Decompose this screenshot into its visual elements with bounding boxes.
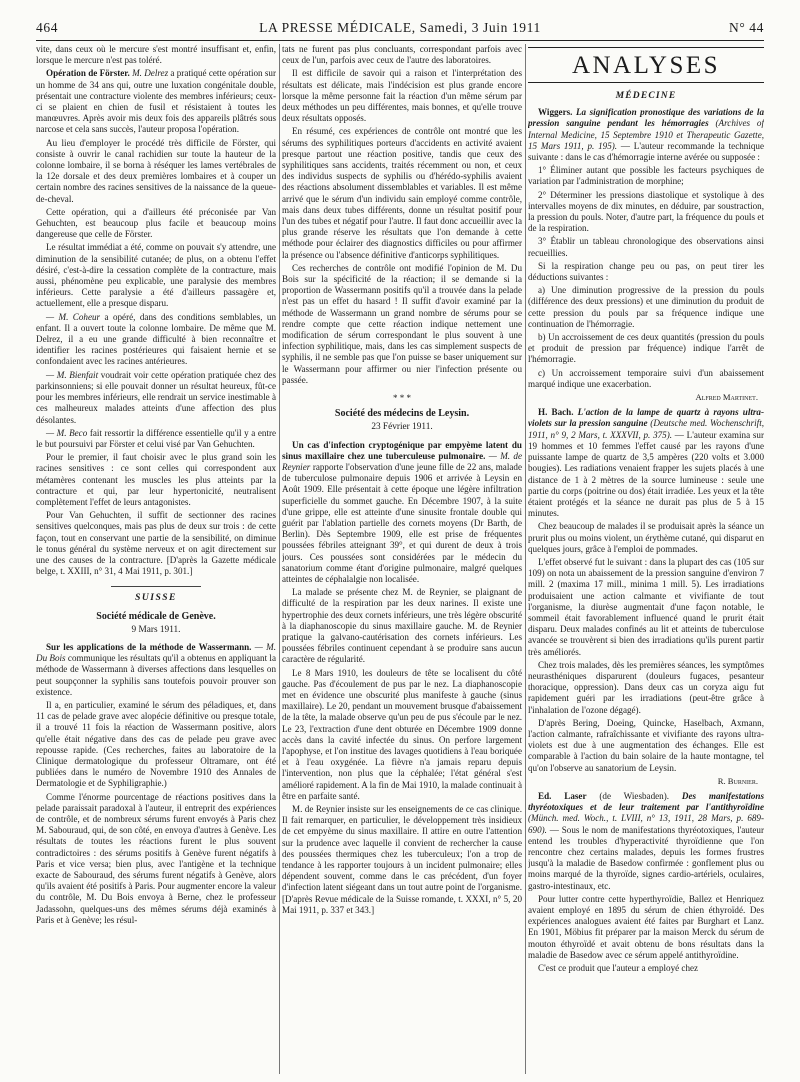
paragraph-text: — L'auteur recommande la technique suivante : dans le cas d'hémorragie interne avérée ou supposée :: [528, 140, 764, 163]
article-bach: [528, 407, 764, 519]
article-title: Des manifestations thyréotoxiques et de leur traitement par l'antithyroïdine: [528, 790, 764, 813]
column-divider: [525, 44, 526, 1074]
author-name: Ed. Laser: [538, 790, 587, 801]
paragraph: Chez trois malades, dès les premières séances, les symptômes neurasthéniques disparurent (douleurs fugaces, pesanteur thoracique, oppression). Dans deux cas un coryza aigu fut rapidement guéri par les irradiations (peut-être grâce à l'inhalation de l'ozone dégagé).: [528, 659, 764, 715]
list-item: 1° Éliminer autant que possible les facteurs psychiques de variation par l'administration de morphine;: [528, 165, 764, 187]
paragraph: Comme l'énorme pourcentage de réactions positives dans la pelade paraissait paradoxal à l'auteur, il entreprit des expériences de contrôle, et de nombreux sérums furent envoyés à Paris chez M. Sabouraud, qui, de son côté, en envoya d'autres à Genève. Les résultats de toutes les réactions furent le plus souvent contradictoires : des sérums positifs à Genève furent négatifs à Paris et vice versa; bien plus, avec l'antigène et la technique exacte de Sabouraud, des sérums furent négatifs à Genève, alors qu'ils avaient été positifs à Paris. Pour augmenter encore la valeur du contrôle, M. Du Bois envoya à Berne, chez le professeur Jadassohn, quelques-uns des mêmes sérums déjà examinés à Paris et à Genève; les résul-: [36, 791, 276, 925]
paragraph: [36, 428, 276, 450]
paragraph: tats ne furent pas plus concluants, correspondant parfois avec ceux de l'un, parfois avec ceux de l'autre des laboratoires.: [282, 44, 522, 66]
section-medecine: MÉDECINE: [615, 91, 677, 101]
paragraph: Chez beaucoup de malades il se produisait après la séance un prurit plus ou moins violent, un érythème cutané, qui disparut en quelques jours, grâce à l'emploi de pommades.: [528, 521, 764, 554]
analyses-title: ANALYSES: [571, 52, 721, 79]
paragraph: Ces recherches de contrôle ont modifié l'opinion de M. Du Bois sur la spécificité de la réaction; il se demande si la proportion de Wassermann positifs qu'il a trouvée dans la pelade n'est pas un effet du hasard ! Il suffit d'avoir examiné par la méthode de Wassermann un grand nombre de sérums pour se rendre compte que cette réaction indique nettement une modification de sérum correspondant le plus souvent à une infection syphilitique, mais, dans les cas simplement suspects de syphilis, il ne semble pas que l'on puisse se baser uniquement sur le Wassermann pour affirmer ou nier l'infection présente ou passée.: [282, 262, 522, 385]
paragraph-text: a opéré, dans des conditions semblables, un enfant. Il a ouvert toute la colonne lombaire. De même que M. Delrez, il a eu une grande difficulté à bien reconnaître et identifier les racines postérieures qui faisaient hernie et se confondaient avec les racines antérieures.: [36, 311, 276, 367]
section-rule: [111, 586, 201, 587]
article-title: La signification pronostique des variations de la pression sanguine pendant les hémorragies: [528, 107, 764, 129]
paragraph: M. de Reynier insiste sur les enseignements de ce cas clinique. Il fait remarquer, en particulier, le développement très insidieux de cet empyème du sinus maxillaire. Il attire en outre l'attention sur la prudence avec laquelle il convient de rechercher la cause des poussées thermiques chez les tuberculeux; l'on a trop de tendance à les rapporter toujours à un incident pulmonaire; elles dépendent souvent, comme dans le cas précédent, d'un foyer d'infection latent siégeant dans un tout autre point de l'organisme. [D'après Revue médicale de la Suisse romande, t. XXXI, n° 5, 20 Mai 1911, p. 337 et 343.]: [282, 804, 522, 915]
paragraph: Le 8 Mars 1910, les douleurs de tête se localisent du côté gauche. Pas d'écoulement de pus par le nez. La diaphanoscopie met en évidence une obscurité plus manifeste à gauche (sinus maxillaire). Le 20, pendant un mouvement brusque d'abaissement de la tête, la malade observe qu'un peu de pus s'écoule par le nez. Le 23, l'extraction d'une dent obturée en Décembre 1909 donne accès dans la cavité infectée du sinus. On perfore largement l'apophyse, et l'on institue des lavages quotidiens à l'eau boriquée et à l'eau oxygénée. La fièvre n'a jamais reparu depuis l'intervention, non plus que la céphalée; l'état général s'est amélioré rapidement. A la fin de Mai 1910, la malade continuait à être en parfaite santé.: [282, 667, 522, 801]
page-header: [36, 20, 764, 38]
paragraph: Pour Van Gehuchten, il suffit de sectionner des racines sensitives quelconques, mais pas plus de deux sur trois : de cette façon, tout en conservant une partie de la sensibilité, on diminue le tonus général du système nerveux et on agit directement sur une des causes de la contracture. [D'après la Gazette médicale belge, t. XXIII, n° 31, 4 Mai 1911, p. 301.]: [36, 510, 276, 577]
paragraph: Si la respiration change peu ou pas, on peut tirer les déductions suivantes :: [528, 260, 764, 283]
article-reference: (Münch. med. Woch., t. LVIII, n° 13, 1911, 28 Mars, p. 689-690).: [528, 813, 764, 835]
paragraph-text: fait ressortir la différence essentielle qu'il y a entre le but poursuivi par Förster et celui visé par Van Gehuchten.: [36, 427, 276, 449]
paragraph: Pour lutter contre cette hyperthyroïdie, Ballez et Henriquez avaient employé en 1895 du sérum de chien éthyroïdé. Des expériences analogues avaient été faites par Burghart et Lanz. En 1901, Möbius fit préparer par la maison Merck du sérum de mouton éthyroïdé et avait obtenu de bons résultats dans la maladie de Basedow avec ce sérum appelé antithyroïdine.: [528, 893, 764, 960]
section-country: SUISSE: [135, 593, 177, 604]
article-heading: Un cas d'infection cryptogénique par empyème latent du sinus maxillaire chez une tuberculeuse pulmonaire.: [282, 439, 522, 461]
column-right: [528, 44, 764, 1074]
paragraph: Le résultat immédiat a été, comme on pouvait s'y attendre, une diminution de la sensibilité cutanée; de plus, on a obtenu l'effet désiré, c'est-à-dire la cessation complète de la contracture, mais aussi, phénomène peu explicable, une paralysie des membres inférieurs. Cette paralysie a été d'ailleurs passagère et, actuellement, elle a presque disparu.: [36, 242, 276, 309]
session-date: 9 Mars 1911.: [131, 624, 181, 635]
paragraph-text: — L'auteur examina sur 19 hommes et 10 femmes l'effet causé par les rayons d'une puissante lampe de quartz de 3,5 ampères (220 volts et 3.000 bougies). Les radiations venaient frapper les sujets placés à une distance de 1 à 2 mètres de la source lumineuse : seule une partie du corps (poitrine ou dos) était irradiée. Les yeux et la tête étaient protégés et la séance ne durait pas plus de 5 à 15 minutes.: [528, 429, 764, 519]
author-name: M. Delrez: [132, 68, 169, 79]
column-middle: [282, 44, 522, 1074]
session-date: 23 Février 1911.: [371, 422, 433, 433]
paragraph: vite, dans ceux où le mercure s'est montré insuffisant et, enfin, lorsque le mercure n'est pas toléré.: [36, 44, 276, 66]
paragraph: Il est difficile de savoir qui a raison et l'interprétation des résultats est délicate, mais l'indécision est plus grande encore lorsque la même personne fait la réaction d'un même sérum par deux méthodes un peu différentes, mais bonnes, et qu'elle trouve deux résultats opposés.: [282, 68, 522, 124]
article-empyeme: [282, 440, 522, 586]
author-name: H. Bach.: [538, 407, 574, 418]
column-divider: [279, 44, 280, 1074]
article-heading: Opération de Förster.: [46, 68, 130, 79]
paragraph: D'après Bering, Doeing, Quincke, Haselbach, Axmann, l'action calmante, rafraîchissante et vivifiante des rayons ultra-violets est due à une augmentation des échanges. Elle est comparable à l'action du bain solaire de la haute montagne, tel qu'on l'observe au sanatorium de Leysin.: [528, 717, 764, 773]
article-foerster: [36, 68, 276, 135]
paragraph-text: voudrait voir cette opération pratiquée chez des parkinsonniens; si elle pouvait donner un résultat heureux, fût-ce pour les membres inférieurs, elle rendrait un service inestimable à ces malheureux malades atteints d'une affection des plus désolantes.: [36, 369, 276, 425]
author-place: (de Wiesbaden).: [586, 790, 670, 801]
analyses-banner: [528, 47, 764, 83]
article-heading: Sur les applications de la méthode de Wassermann.: [46, 641, 252, 652]
author-name: — M. de Reynier: [282, 450, 522, 472]
asterism-separator: * * *: [393, 393, 411, 404]
journal-title: LA PRESSE MÉDICALE, Samedi, 3 Juin 1911: [259, 20, 541, 35]
list-item: c) Un accroissement temporaire suivi d'un abaissement marqué indique une exacerbation.: [528, 367, 764, 389]
paragraph: L'effet observé fut le suivant : dans la plupart des cas (105 sur 109) on nota un abaissement de la pression sanguine d'environ 7 mill. 2 (maxima 17 mill., minima 1 mill. 5). Les irradiations produisaient une action calmante et vivifiante de tout l'organisme, la diurèse augmentait d'une façon notable, le sommeil était favorablement influencé quand le prurit était disparu. Deux malades confinés au lit et atteints de tuberculose avancée se trouvèrent si bien des irradiations qu'ils purent partir très améliorés.: [528, 556, 764, 657]
paragraph: Il a, en particulier, examiné le sérum des péladiques, et, dans 11 cas de pelade grave avec alopécie définitive ou presque totale, il a trouvé 11 fois la réaction de Wassermann positive, alors qu'elle était négative dans des cas de pelade peu grave avec repousse rapide. (Ces recherches, faites au laboratoire de la Clinique dermatologique du professeur Oltramare, ont été publiées dans le numéro de Novembre 1910 des Annales de Dermatologie et de Syphiligraphie.): [36, 699, 276, 789]
paragraph: [36, 312, 276, 368]
article-wassermann: [36, 642, 276, 698]
paragraph: Cette opération, qui a d'ailleurs été préconisée par Van Gehuchten, est beaucoup plus facile et beaucoup moins dangereuse que celle de Förster.: [36, 206, 276, 240]
list-item: 2° Déterminer les pressions diastolique et systolique à des intervalles moyens de dix minutes, en déduire, par soustraction, la pression du pouls. Noter, d'autre part, la fréquence du pouls et de la respiration.: [528, 189, 764, 234]
author-name: — M. Coheur: [46, 311, 101, 322]
paragraph-text: — Sous le nom de manifestations thyréotoxiques, l'auteur entend les troubles d'hyperactivité thyroïdienne que l'on rencontre chez certains malades, depuis les formes frustres jusqu'à la maladie de Basedow confirmée : gonflement plus ou moins marqué de la thyroïde, signes cardio-artériels, oculaires, gastro-intestinaux, etc.: [528, 824, 764, 891]
author-name: — M. Du Bois: [36, 641, 276, 664]
list-item: 3° Établir un tableau chronologique des observations ainsi recueillies.: [528, 236, 764, 258]
paragraph-text: communique les résultats qu'il a obtenus en appliquant la méthode de Wassermann à diverses affections dans lesquelles on peut soupçonner la syphilis sans toutefois pouvoir prouver son existence.: [36, 653, 276, 697]
author-name: Wiggers.: [538, 107, 573, 118]
paragraph: C'est ce produit que l'auteur a employé chez: [538, 963, 699, 974]
signature: Alfred Martinet.: [695, 392, 758, 403]
issue-number: N° 44: [728, 20, 764, 35]
signature: R. Burnier.: [717, 775, 758, 786]
article-reference: (Deutsche med. Wochenschrift, 1911, n° 9, 2 Mars, t. XXXVII, p. 375).: [528, 418, 764, 440]
article-title: L'action de la lampe de quartz à rayons ultra-violets sur la pression sanguine: [528, 407, 764, 429]
article-reference: (Archives of Internal Medicine, 15 Septembre 1910 et Therapeutic Gazette, 15 Mars 1911, p. 195).: [528, 118, 764, 151]
author-name: — M. Beco: [46, 427, 88, 438]
list-item: b) Un accroissement de ces deux quantités (pression du pouls et produit de pression par fréquence) indique l'arrêt de l'hémorragie.: [528, 332, 764, 365]
society-title: Société médicale de Genève.: [96, 610, 216, 622]
paragraph-text: rapporte l'observation d'une jeune fille de 22 ans, malade de tuberculose pulmonaire depuis 1906 et arrivée à Leysin en Août 1909. Elle présentait à cette époque une légère infiltration superficielle du sommet gauche. En Décembre 1907, à la suite d'une grippe, elle est atteinte d'une sinusite frontale double qui guérit par l'ablation partielle des cornets moyens (Dr Barth, de Berlin). Dès Septembre 1909, elle est prise de fréquentes poussées fébriles atteignant 39°, et qui durent de deux à trois jours. Ces poussées sont considérées par le médecin du sanatorium comme étant d'origine pulmonaire, malgré quelques atteintes de céphalalgie non localisée.: [282, 461, 522, 584]
page-number: 464: [36, 20, 59, 35]
article-wiggers: [528, 107, 764, 163]
society-title: Société des médecins de Leysin.: [334, 408, 470, 420]
paragraph: En résumé, ces expériences de contrôle ont montré que les sérums des syphilitiques porteurs d'accidents en activité avaient presque partout une réaction positive, tandis que ceux des syphilitiques sans accidents, traités récemment ou non, et ceux des individus suspects de syphilis ou d'hérédo-syphilis avaient des réactions absolument dissemblables et variables. Il est même arrivé que le sérum d'un individu sain employé comme contrôle, mais dans deux tubes différents, donne un résultat positif pour l'un des tubes et négatif pour l'autre. Il faut donc accueillir avec la plus grande réserve les résultats que l'on demande à cette méthode pour éclairer des diagnostics difficiles ou pour affirmer la présence ou l'absence définitive d'anticorps syphilitiques.: [282, 126, 522, 260]
paragraph: [36, 370, 276, 426]
list-item: a) Une diminution progressive de la pression du pouls (différence des deux pressions) et une diminution du produit de cette pression du pouls par sa fréquence indique une continuation de l'hémorragie.: [528, 285, 764, 329]
paragraph: La malade se présente chez M. de Reynier, se plaignant de difficulté de la respiration par les deux narines. Il existe une hypertrophie des deux cornets inférieurs, une très légère obscurité à la diaphanoscopie du sinus maxillaire gauche. M. de Reynier pratique la galvano-cautérisation des cornets inférieurs. Les poussées fébriles continuent cependant à se produire sans aucun caractère de régularité.: [282, 587, 522, 665]
paragraph: Au lieu d'employer le procédé très difficile de Förster, qui consiste à ouvrir le canal rachidien sur toute la hauteur de la colonne lombaire, il se borna à réséquer les lames vertébrales de la 12e dorsale et des deux premières lombaires et à couper un certain nombre des racines sensitives de la naissance de la queue-de-cheval.: [36, 137, 276, 204]
author-name: — M. Bienfait: [46, 369, 99, 380]
header-rule: [36, 40, 764, 41]
article-laser: [528, 791, 764, 892]
paragraph-text: a pratiqué cette opération sur un homme de 34 ans qui, outre une luxation congénitale double, présentait une contracture violente des membres inférieurs; ceux-ci se plaient en chien de fusil et résistaient à toutes les manœuvres. Après avoir mis deux fois des appareils plâtrés sous narcose et cela sans succès, l'auteur proposa l'opération.: [36, 68, 276, 135]
paragraph: Pour le premier, il faut choisir avec le plus grand soin les racines sensitives : ce sont celles qui correspondent aux métamères contenant les muscles les plus atteints par la contracture et qui, par leur hypertonicité, neutralisent complètement l'effet de leurs antagonistes.: [36, 452, 276, 507]
column-left: [36, 44, 276, 1074]
